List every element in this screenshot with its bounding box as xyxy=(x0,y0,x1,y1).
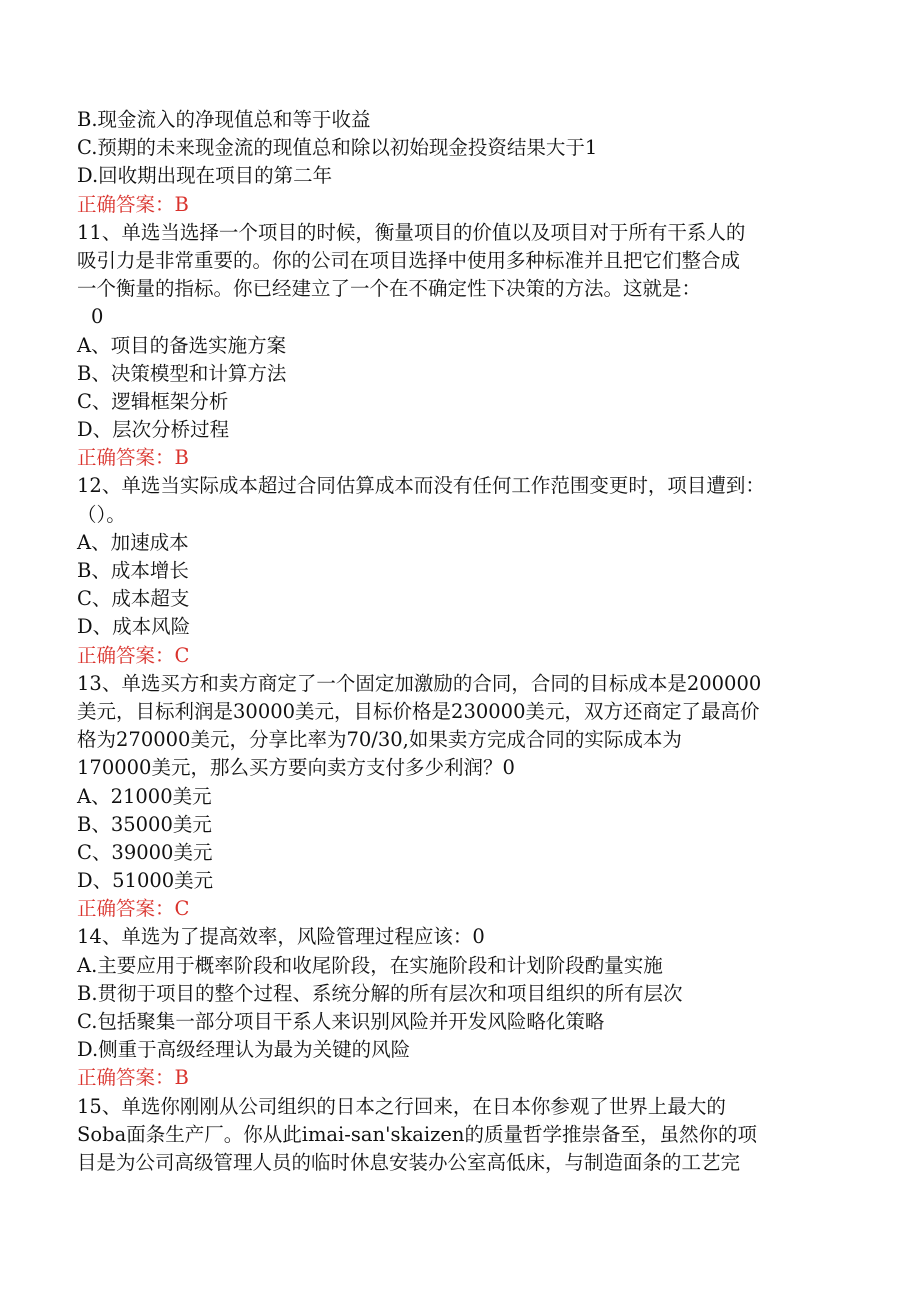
answer-option-line: C、逻辑框架分析 xyxy=(77,389,229,413)
question-text-line: 13、单选买方和卖方商定了一个固定加激励的合同，合同的目标成本是200000 xyxy=(77,671,762,695)
correct-answer-line: 正确答案：B xyxy=(77,192,189,216)
question-text-line: 格为270000美元，分享比率为70/30,如果卖方完成合同的实际成本为 xyxy=(77,728,682,752)
correct-answer-line: 正确答案：C xyxy=(77,897,190,921)
answer-option-line: A、加速成本 xyxy=(77,530,189,554)
answer-option-line: D.侧重于高级经理认为最为关键的风险 xyxy=(77,1038,411,1062)
document-body xyxy=(77,106,877,1177)
question-text-line: 吸引力是非常重要的。你的公司在项目选择中使用多种标准并且把它们整合成 xyxy=(77,248,741,272)
question-text-line: 一个衡量的指标。你已经建立了一个在不确定性下决策的方法。这就是： xyxy=(77,277,702,301)
answer-option-line: D、层次分桥过程 xyxy=(77,418,230,442)
answer-option-line: C、39000美元 xyxy=(77,840,213,864)
answer-option-line: D、成本风险 xyxy=(77,615,191,639)
answer-option-line: D、51000美元 xyxy=(77,869,214,893)
answer-option-line: D.回收期出现在项目的第二年 xyxy=(77,164,333,188)
correct-answer-line: 正确答案：B xyxy=(77,446,189,470)
question-text-line: 11、单选当选择一个项目的时候，衡量项目的价值以及项目对于所有干系人的 xyxy=(77,220,746,244)
question-text-line: 目是为公司高级管理人员的临时休息安装办公室高低床，与制造面条的工艺完 xyxy=(77,1150,741,1174)
answer-option-line: C.预期的未来现金流的现值总和除以初始现金投资结果大于1 xyxy=(77,136,598,160)
question-text-line: 170000美元，那么买方要向卖方支付多少利润？0 xyxy=(77,756,515,780)
question-text-line: 14、单选为了提高效率，风险管理过程应该：0 xyxy=(77,925,485,949)
answer-option-line: B、35000美元 xyxy=(77,812,212,836)
question-text-line: 美元，目标利润是30000美元，目标价格是230000美元，双方还商定了最高价 xyxy=(77,699,760,723)
answer-option-line: A、21000美元 xyxy=(77,784,212,808)
answer-option-line: A、项目的备选实施方案 xyxy=(77,333,287,357)
question-blank-marker: 0 xyxy=(91,305,104,329)
answer-option-line: A.主要应用于概率阶段和收尾阶段，在实施阶段和计划阶段酌量实施 xyxy=(77,953,663,977)
correct-answer-line: 正确答案：C xyxy=(77,643,190,667)
question-text-line: 12、单选当实际成本超过合同估算成本而没有任何工作范围变更时，项目遭到： xyxy=(77,474,765,498)
answer-option-line: B.现金流入的净现值总和等于收益 xyxy=(77,108,371,131)
question-text-line: Soba面条生产厂。你从此imai-san'skaizen的质量哲学推崇备至，虽然你的项 xyxy=(77,1122,757,1146)
answer-option-line: C.包括聚集一部分项目干系人来识别风险并开发风险略化策略 xyxy=(77,1010,605,1033)
question-text-line: 15、单选你刚刚从公司组织的日本之行回来，在日本你参观了世界上最大的 xyxy=(77,1094,726,1118)
question-text-line: （）。 xyxy=(77,502,126,526)
answer-option-line: B、决策模型和计算方法 xyxy=(77,361,287,385)
correct-answer-line: 正确答案：B xyxy=(77,1066,189,1090)
answer-option-line: B、成本增长 xyxy=(77,559,189,582)
answer-option-line: B.贯彻于项目的整个过程、系统分解的所有层次和项目组织的所有层次 xyxy=(77,981,683,1005)
answer-option-line: C、成本超支 xyxy=(77,587,190,611)
